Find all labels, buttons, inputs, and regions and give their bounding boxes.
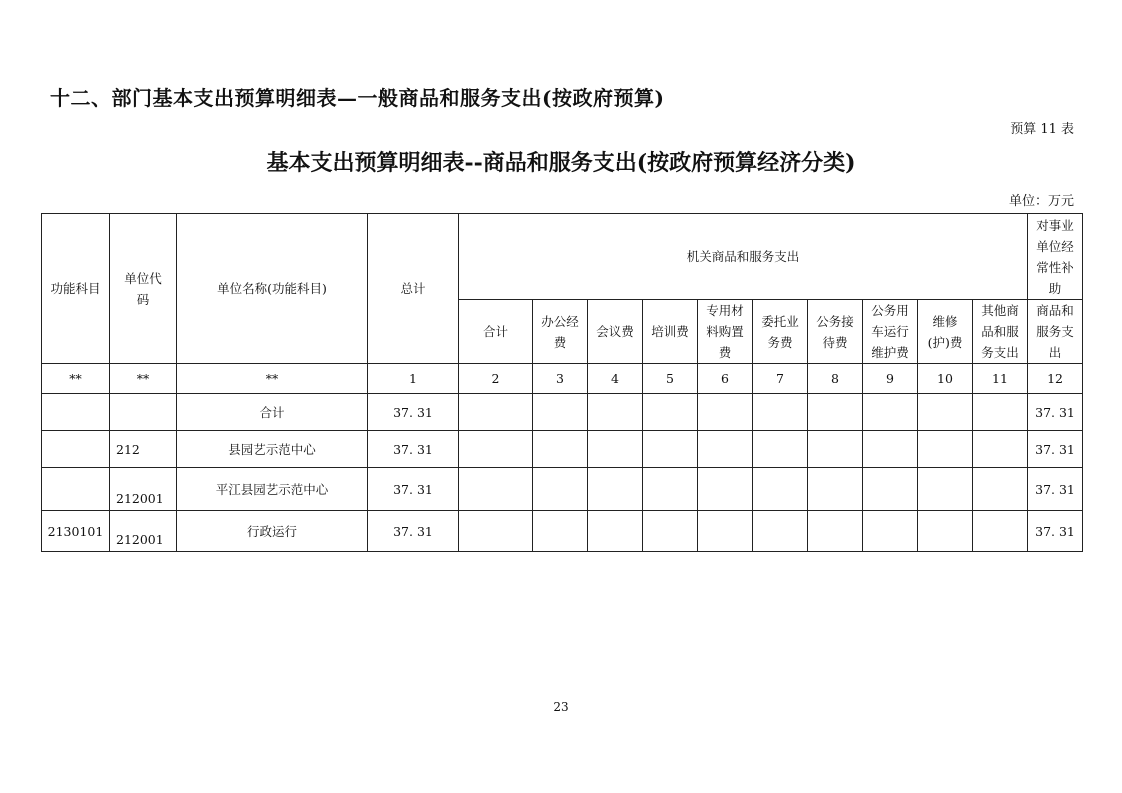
unit-name-cell: 县园艺示范中心 (177, 431, 368, 468)
func-code-cell (42, 431, 110, 468)
section-heading: 十二、部门基本支出预算明细表—一般商品和服务支出(按政府预算) (50, 86, 665, 110)
total-cell: 37. 31 (368, 468, 459, 511)
index-cell: ** (42, 364, 110, 394)
subsidy-cell: 37. 31 (1028, 468, 1083, 511)
empty-cell (973, 511, 1028, 552)
header-materials (698, 300, 753, 364)
empty-cell (863, 468, 918, 511)
empty-cell (808, 511, 863, 552)
empty-cell (973, 468, 1028, 511)
empty-cell (808, 468, 863, 511)
header-training: 培训费 (643, 300, 698, 364)
index-cell: 4 (588, 364, 643, 394)
index-cell: 8 (808, 364, 863, 394)
empty-cell (808, 394, 863, 431)
header-repair (918, 300, 973, 364)
empty-cell (459, 394, 533, 431)
subsidy-cell: 37. 31 (1028, 394, 1083, 431)
empty-cell (533, 394, 588, 431)
empty-cell (973, 394, 1028, 431)
empty-cell (643, 394, 698, 431)
unit-code-cell: 212001 (110, 511, 177, 552)
index-cell: 1 (368, 364, 459, 394)
empty-cell (918, 394, 973, 431)
func-code-cell (42, 394, 110, 431)
empty-cell (698, 468, 753, 511)
empty-cell (643, 511, 698, 552)
total-cell: 37. 31 (368, 431, 459, 468)
empty-cell (863, 511, 918, 552)
index-cell: 5 (643, 364, 698, 394)
index-cell: 3 (533, 364, 588, 394)
header-subsidy-goods-text: 商品和服务支出 (1036, 303, 1074, 360)
header-vehicle-text: 公务用车运行维护费 (871, 303, 909, 360)
empty-cell (918, 511, 973, 552)
header-unit-code-text: 单位代码 (124, 270, 162, 307)
empty-cell (588, 511, 643, 552)
header-total: 总计 (368, 214, 459, 364)
unit-label: 单位：万元 (1008, 194, 1074, 209)
empty-cell (698, 431, 753, 468)
header-commission (753, 300, 808, 364)
unit-name-cell: 行政运行 (177, 511, 368, 552)
subsidy-cell: 37. 31 (1028, 511, 1083, 552)
table-row (42, 394, 1083, 431)
empty-cell (973, 431, 1028, 468)
subsidy-cell: 37. 31 (1028, 431, 1083, 468)
empty-cell (863, 431, 918, 468)
empty-cell (698, 394, 753, 431)
header-reception (808, 300, 863, 364)
unit-code-cell: 212001 (110, 468, 177, 511)
header-subsidy-goods (1028, 300, 1083, 364)
empty-cell (863, 394, 918, 431)
header-repair-text: 维修(护)费 (927, 313, 963, 350)
header-vehicle (863, 300, 918, 364)
empty-cell (588, 394, 643, 431)
header-unit-name: 单位名称(功能科目) (177, 214, 368, 364)
page-number: 23 (553, 700, 569, 714)
empty-cell (753, 431, 808, 468)
index-cell: 11 (973, 364, 1028, 394)
index-cell: 9 (863, 364, 918, 394)
empty-cell (459, 431, 533, 468)
unit-name-cell: 平江县园艺示范中心 (177, 468, 368, 511)
empty-cell (753, 511, 808, 552)
table-row (42, 511, 1083, 552)
header-meeting: 会议费 (588, 300, 643, 364)
empty-cell (808, 431, 863, 468)
header-other (973, 300, 1028, 364)
header-row-1 (42, 214, 1083, 300)
empty-cell (643, 468, 698, 511)
empty-cell (753, 468, 808, 511)
index-cell: ** (177, 364, 368, 394)
header-reception-text: 公务接待费 (816, 313, 854, 350)
total-cell: 37. 31 (368, 394, 459, 431)
header-agency-group: 机关商品和服务支出 (459, 214, 1028, 300)
table-title: 基本支出预算明细表--商品和服务支出(按政府预算经济分类) (266, 150, 856, 176)
unit-code-cell: 212 (110, 431, 177, 468)
empty-cell (459, 468, 533, 511)
header-sum: 合计 (459, 300, 533, 364)
index-cell: 7 (753, 364, 808, 394)
empty-cell (588, 468, 643, 511)
unit-name-cell: 合计 (177, 394, 368, 431)
empty-cell (918, 431, 973, 468)
header-subsidy-group (1028, 214, 1083, 300)
empty-cell (588, 431, 643, 468)
table-row (42, 431, 1083, 468)
header-func-subject: 功能科目 (42, 214, 110, 364)
header-materials-text: 专用材料购置费 (706, 303, 744, 360)
func-code-cell: 2130101 (42, 511, 110, 552)
header-unit-code (110, 214, 177, 364)
header-office-text: 办公经费 (541, 313, 579, 350)
empty-cell (753, 394, 808, 431)
index-cell: 2 (459, 364, 533, 394)
func-code-cell (42, 468, 110, 511)
index-cell: 12 (1028, 364, 1083, 394)
table-row (42, 468, 1083, 511)
form-number: 预算 11 表 (1010, 122, 1074, 137)
index-cell: 6 (698, 364, 753, 394)
empty-cell (533, 468, 588, 511)
empty-cell (698, 511, 753, 552)
total-cell: 37. 31 (368, 511, 459, 552)
empty-cell (643, 431, 698, 468)
index-row (42, 364, 1083, 394)
index-cell: 10 (918, 364, 973, 394)
empty-cell (533, 511, 588, 552)
empty-cell (533, 431, 588, 468)
header-other-text: 其他商品和服务支出 (981, 303, 1019, 360)
header-office (533, 300, 588, 364)
empty-cell (459, 511, 533, 552)
header-commission-text: 委托业务费 (761, 313, 799, 350)
unit-code-cell (110, 394, 177, 431)
budget-table (41, 213, 1083, 552)
empty-cell (918, 468, 973, 511)
header-subsidy-group-text: 对事业单位经常性补助 (1036, 217, 1074, 296)
index-cell: ** (110, 364, 177, 394)
